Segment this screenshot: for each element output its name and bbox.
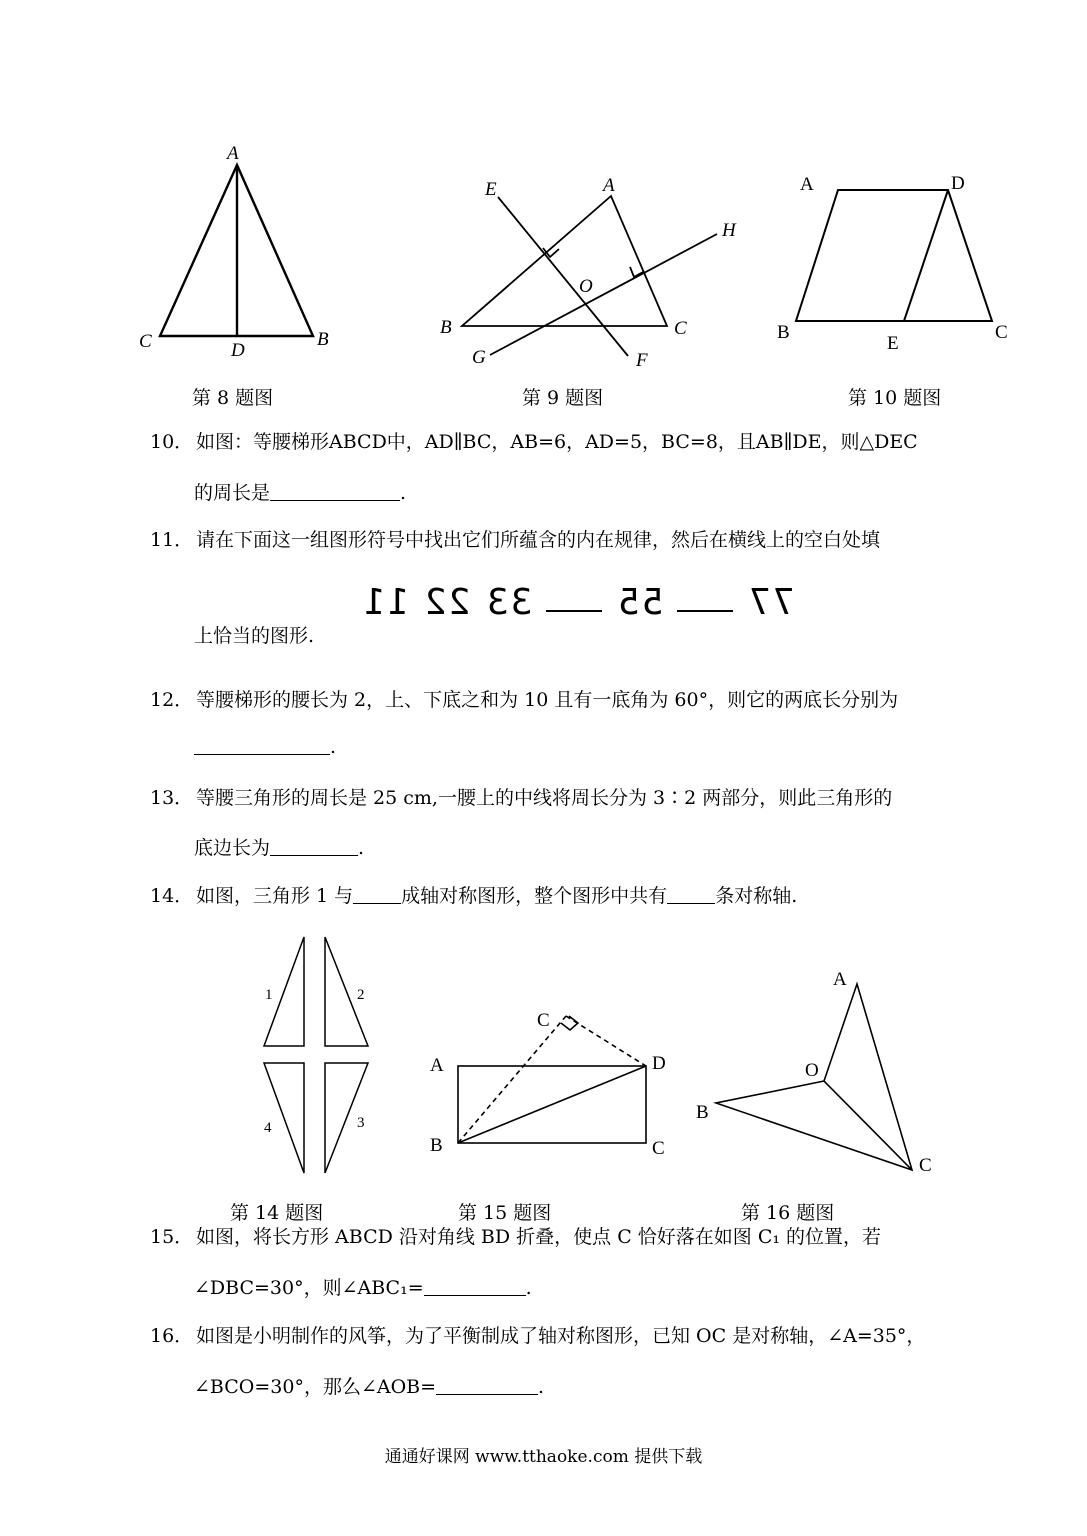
question-15-continued <box>194 1273 532 1300</box>
question-number: 16． <box>150 1325 194 1347</box>
question-text: 等腰梯形的腰长为 2，上、下底之和为 10 且有一底角为 60°，则它的两底长分别为 <box>196 689 899 711</box>
label-e-9: E <box>485 179 497 200</box>
label-b-10: B <box>777 322 790 343</box>
answer-blank[interactable] <box>436 1376 538 1395</box>
question-text: 条对称轴. <box>715 885 798 907</box>
label-e-10: E <box>887 333 899 354</box>
figure-15 <box>458 1016 646 1143</box>
caption-fig-10: 第 10 题图 <box>848 387 942 409</box>
question-number: 14． <box>150 885 194 907</box>
question-text: . <box>330 736 337 758</box>
label-a-16: A <box>833 969 847 990</box>
question-number: 10． <box>150 431 194 453</box>
question-text: 如图：等腰梯形ABCD中，AD∥BC，AB=6，AD=5，BC=8，且AB∥DE，则△DEC <box>196 431 918 453</box>
label-f-9: F <box>636 350 648 371</box>
label-d-15: D <box>652 1053 666 1074</box>
question-text: 如图，将长方形 ABCD 沿对角线 BD 折叠，使点 C 恰好落在如图 C₁ 的位置，若 <box>196 1226 882 1248</box>
question-text: ∠DBC=30°，则∠ABC₁= <box>194 1277 424 1299</box>
page-footer: 通通好课网 www.tthaoke.com 提供下载 <box>384 1447 703 1467</box>
label-c1-15: C <box>537 1010 550 1031</box>
question-text: . <box>400 482 407 504</box>
label-h-9: H <box>722 220 736 241</box>
label-c-9: C <box>674 318 687 339</box>
label-o-9: O <box>579 276 593 297</box>
label-c-10: C <box>995 322 1008 343</box>
question-text: . <box>538 1376 545 1398</box>
question-16 <box>150 1322 990 1350</box>
question-text: . <box>358 837 365 859</box>
label-a: A <box>227 143 239 164</box>
caption-fig-14: 第 14 题图 <box>230 1202 324 1224</box>
label-c-16: C <box>919 1155 932 1176</box>
triangle-4 <box>264 1063 304 1173</box>
question-16-continued <box>194 1372 544 1399</box>
question-text: 请在下面这一组图形符号中找出它们所蕴含的内在规律，然后在横线上的空白处填 <box>196 529 881 551</box>
question-text: . <box>525 1277 532 1299</box>
label-1: 1 <box>265 987 273 1003</box>
label-o-16: O <box>805 1060 819 1081</box>
pattern-symbol: 77 <box>747 582 795 623</box>
diagonal-bd <box>458 1066 646 1143</box>
label-d: D <box>231 340 245 361</box>
folded-segment-bc1 <box>458 1016 566 1143</box>
question-11-continued: 上恰当的图形. <box>194 625 315 647</box>
question-text: 成轴对称图形，整个图形中共有 <box>401 885 668 907</box>
figure-14 <box>264 937 368 1173</box>
question-number: 12． <box>150 689 194 711</box>
question-text: 如图是小明制作的风筝，为了平衡制成了轴对称图形，已知 OC 是对称轴，∠A=35°， <box>196 1325 926 1347</box>
caption-fig-15: 第 15 题图 <box>458 1202 552 1224</box>
label-a-9: A <box>603 175 615 196</box>
pattern-symbol: 11 <box>362 582 410 623</box>
caption-fig-8: 第 8 题图 <box>192 387 274 409</box>
question-text: 等腰三角形的周长是 25 cm,一腰上的中线将周长分为 3∶2 两部分，则此三角形的 <box>196 787 893 809</box>
label-a-10: A <box>800 174 814 195</box>
label-b-15: B <box>430 1135 443 1156</box>
caption-fig-16: 第 16 题图 <box>741 1202 835 1224</box>
question-text: 的周长是 <box>194 482 271 504</box>
question-text: 底边长为 <box>194 837 271 859</box>
question-text: ∠BCO=30°，那么∠AOB= <box>194 1376 437 1398</box>
question-number: 11． <box>150 529 194 551</box>
pattern-symbol: 22 <box>423 582 471 623</box>
question-15 <box>150 1223 990 1251</box>
pattern-symbol: 33 <box>484 582 533 623</box>
label-4: 4 <box>264 1120 272 1136</box>
answer-blank[interactable] <box>424 1277 526 1296</box>
label-3: 3 <box>357 1115 365 1131</box>
label-g-9: G <box>472 347 486 368</box>
label-b: B <box>317 329 329 350</box>
caption-fig-9: 第 9 题图 <box>522 387 604 409</box>
label-c-15: C <box>652 1138 665 1159</box>
question-number: 13． <box>150 787 194 809</box>
pattern-symbol: 55 <box>616 582 664 623</box>
label-b-9: B <box>440 317 452 338</box>
label-d-10: D <box>951 173 965 194</box>
label-2: 2 <box>357 987 365 1003</box>
label-c: C <box>139 331 152 352</box>
question-text: 如图，三角形 1 与 <box>196 885 354 907</box>
question-number: 15． <box>150 1226 194 1248</box>
label-a-15: A <box>430 1055 444 1076</box>
label-b-16: B <box>696 1102 709 1123</box>
